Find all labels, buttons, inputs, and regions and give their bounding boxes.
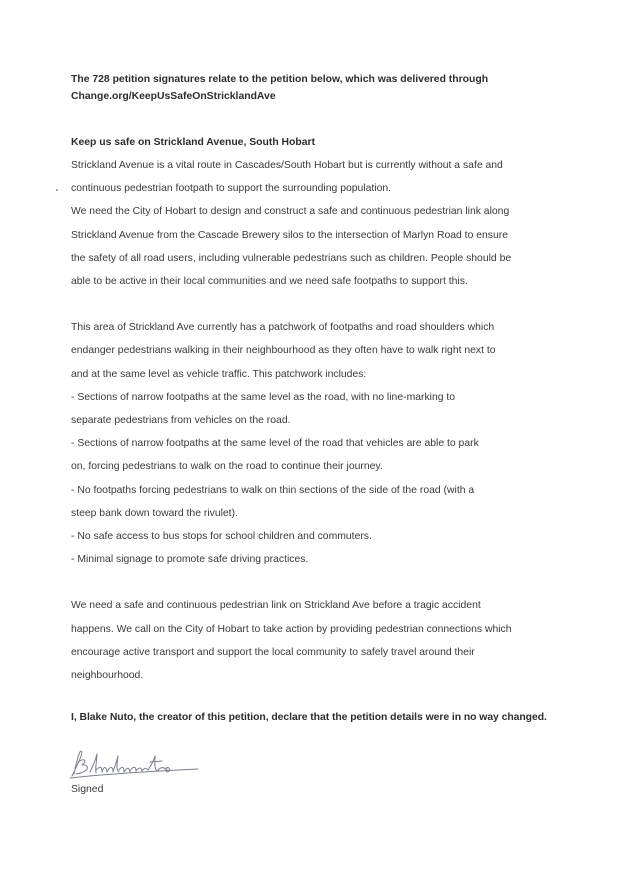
signed-label: Signed <box>71 784 104 795</box>
petition-content <box>71 72 551 729</box>
paragraph-call-to-action: We need a safe and continuous pedestrian link on Strickland Ave before a tragic accident happens. We call on the City of Hobart to take action by providing pedestrian connections which encourage active transport and support the local community to safely travel around their neighbourhood. <box>71 600 512 682</box>
intro-line-1: The 728 petition signatures relate to the petition below, which was delivered through <box>71 74 489 85</box>
paragraph-gap <box>71 571 551 594</box>
paragraph-gap <box>71 293 551 316</box>
creator-declaration: I, Blake Nuto, the creator of this petition, declare that the petition details were in no way changed. <box>71 712 547 724</box>
petition-title: Keep us safe on Strickland Avenue, South Hobart <box>71 137 316 148</box>
scan-speck <box>56 189 58 191</box>
paragraph-purpose: Strickland Avenue is a vital route in Cascades/South Hobart but is currently without a safe and continuous pedestrian footpath to support the surrounding population. We need the City of Hobart to design and construct a safe and continuous pedestrian link along Strickland Avenue from the Cascade Brewery silos to the intersection of Marlyn Road to ensure the safety of all road users, including vulnerable pedestrians such as children. People should be able to be active in their local communities and we need safe footpaths to support this. <box>71 160 512 288</box>
petition-intro <box>71 72 551 105</box>
intro-line-2: Change.org/KeepUsSafeOnStricklandAve <box>71 90 276 102</box>
paragraph-patchwork: This area of Strickland Ave currently has a patchwork of footpaths and road shoulders which endanger pedestrians walking in their neighbourhood as they often have to walk right next to and at the same level as vehicle traffic. This patchwork includes: - Sections of narrow footpaths at the same level as the road, with no line-marking to separate pedestrians from vehicles on the road. - Sections of narrow footpaths at the same level of the road that vehicles are able to park on, forcing pedestrians to walk on the road to continue their journey. - No footpaths forcing pedestrians to walk on thin sections of the side of the road (with a steep bank down toward the rivulet). - No safe access to bus stops for school children and commuters. - Minimal signage to promote safe driving practices. <box>71 322 496 566</box>
